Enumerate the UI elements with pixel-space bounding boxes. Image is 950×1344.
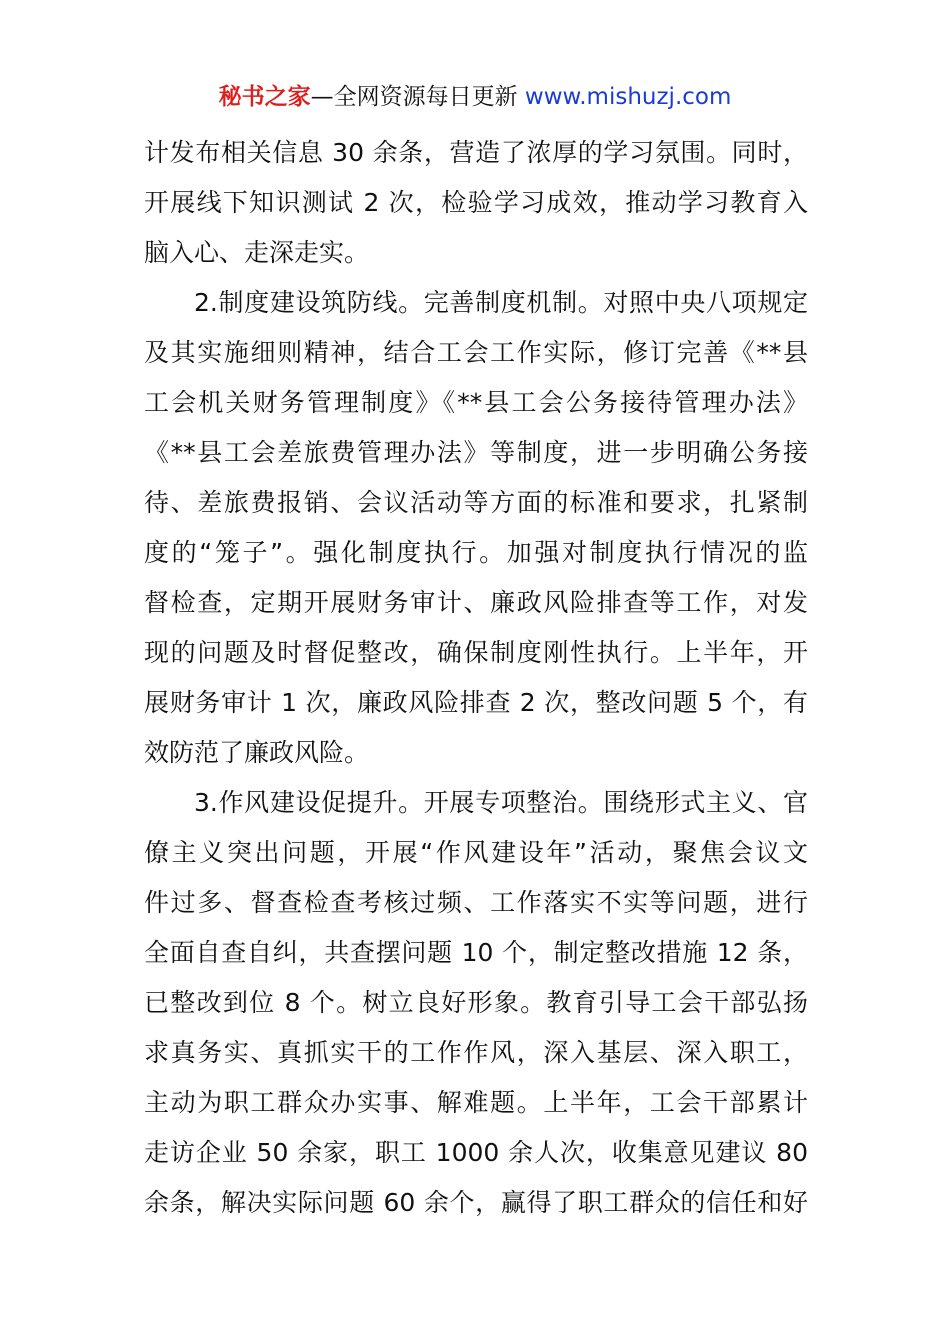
text-line: 督检查，定期开展财务审计、廉政风险排查等工作，对发 (144, 588, 808, 617)
text-line: 现的问题及时督促整改，确保制度刚性执行。上半年，开 (144, 638, 808, 667)
text-line: 度的“笼子”。强化制度执行。加强对制度执行情况的监 (144, 538, 808, 567)
text-line: 《**县工会差旅费管理办法》等制度，进一步明确公务接 (144, 438, 808, 467)
text-line: 件过多、督查检查考核过频、工作落实不实等问题，进行 (144, 888, 808, 917)
site-tagline: —全网资源每日更新 (310, 84, 518, 110)
text-line: 开展线下知识测试 2 次，检验学习成效，推动学习教育入 (144, 188, 808, 217)
paragraph-heading-line: 3.作风建设促提升。开展专项整治。围绕形式主义、官 (194, 788, 808, 817)
text-line: 展财务审计 1 次，廉政风险排查 2 次，整改问题 5 个，有 (144, 688, 808, 717)
text-line: 计发布相关信息 30 余条，营造了浓厚的学习氛围。同时， (144, 138, 808, 167)
text-line: 脑入心、走深走实。 (144, 238, 370, 267)
text-line: 效防范了廉政风险。 (144, 738, 370, 767)
text-line: 主动为职工群众办实事、解难题。上半年，工会干部累计 (144, 1088, 808, 1117)
paragraph-heading-line: 2.制度建设筑防线。完善制度机制。对照中央八项规定 (194, 288, 808, 317)
site-brand: 秘书之家 (218, 84, 311, 110)
text-line: 余条，解决实际问题 60 余个，赢得了职工群众的信任和好 (144, 1188, 808, 1217)
text-line: 求真务实、真抓实干的工作作风，深入基层、深入职工， (144, 1038, 808, 1067)
site-url-link[interactable]: www.mishuzj.com (524, 84, 732, 110)
text-line: 及其实施细则精神，结合工会工作实际，修订完善《**县 (144, 338, 808, 367)
text-line: 走访企业 50 余家，职工 1000 余人次，收集意见建议 80 (144, 1138, 808, 1167)
text-line: 已整改到位 8 个。树立良好形象。教育引导工会干部弘扬 (144, 988, 808, 1017)
site-header (0, 82, 950, 112)
text-line: 僚主义突出问题，开展“作风建设年”活动，聚焦会议文 (144, 838, 808, 867)
text-line: 待、差旅费报销、会议活动等方面的标准和要求，扎紧制 (144, 488, 808, 517)
document-body (144, 128, 808, 1228)
text-line: 全面自查自纠，共查摆问题 10 个，制定整改措施 12 条， (144, 938, 808, 967)
text-line: 工会机关财务管理制度》《**县工会公务接待管理办法》 (144, 388, 808, 417)
